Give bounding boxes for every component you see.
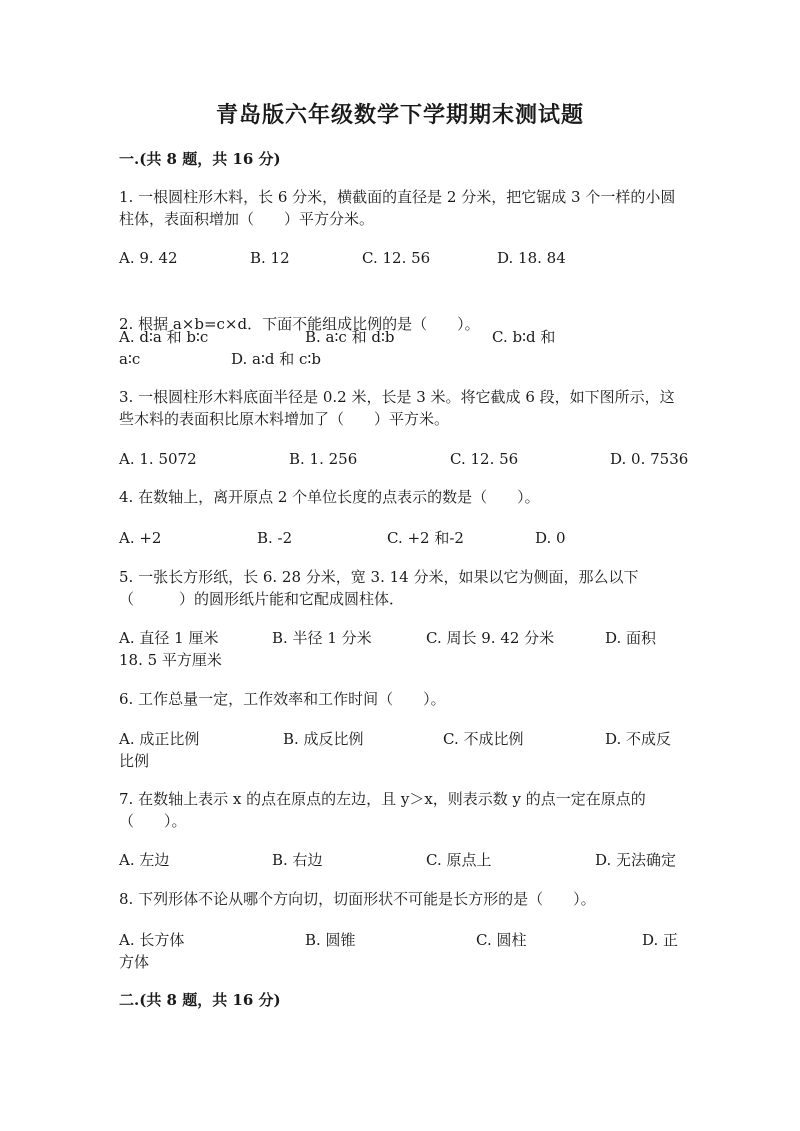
question-8-text: 8. 下列形体不论从哪个方向切，切面形状不可能是长方形的是（ ）。 bbox=[119, 890, 596, 908]
q3-option-c: C. 12. 56 bbox=[450, 450, 519, 468]
question-5-text: 5. 一张长方形纸，长 6. 28 分米，宽 3. 14 分米，如果以它为侧面，那么以下（ ）的圆形纸片能和它配成圆柱体． bbox=[119, 568, 639, 608]
q6-option-d: D. 不成反 bbox=[605, 730, 672, 748]
question-6-options bbox=[119, 728, 684, 750]
question-2-options-line2 bbox=[119, 348, 684, 370]
q5-option-d: D. 面积 bbox=[605, 629, 657, 647]
question-6-text: 6. 工作总量一定，工作效率和工作时间（ ）。 bbox=[119, 690, 446, 708]
q4-option-c: C. +2 和-2 bbox=[387, 529, 464, 547]
q4-option-d: D. 0 bbox=[535, 529, 566, 547]
q8-option-b: B. 圆锥 bbox=[305, 931, 356, 949]
q1-option-c: C. 12. 56 bbox=[362, 249, 431, 267]
q2-option-c-continued: a∶c bbox=[119, 350, 141, 368]
question-4-text: 4. 在数轴上，离开原点 2 个单位长度的点表示的数是（ ）。 bbox=[119, 488, 540, 506]
q6-option-d-continued: 比例 bbox=[119, 752, 150, 770]
q4-option-b: B. -2 bbox=[257, 529, 293, 547]
question-2-text: 2. 根据 a×b=c×d．下面不能组成比例的是（ ）。 bbox=[119, 315, 480, 333]
q8-option-c: C. 圆柱 bbox=[476, 931, 527, 949]
question-1-text: 1. 一根圆柱形木料，长 6 分米，横截面的直径是 2 分米，把它锯成 3 个一样的小圆柱体，表面积增加（ ）平方分米。 bbox=[119, 188, 676, 228]
q6-option-c: C. 不成比例 bbox=[443, 730, 524, 748]
q7-option-b: B. 右边 bbox=[272, 851, 323, 869]
q6-option-b: B. 成反比例 bbox=[283, 730, 364, 748]
q8-option-a: A. 长方体 bbox=[119, 931, 185, 949]
q5-option-a: A. 直径 1 厘米 bbox=[119, 629, 219, 647]
q8-option-d-continued: 方体 bbox=[119, 953, 150, 971]
q7-option-a: A. 左边 bbox=[119, 851, 170, 869]
q1-option-d: D. 18. 84 bbox=[497, 249, 566, 267]
q3-option-d: D. 0. 7536 bbox=[610, 450, 689, 468]
page-title: 青岛版六年级数学下学期期末测试题 bbox=[215, 102, 584, 128]
q4-option-a: A. +2 bbox=[119, 529, 162, 547]
question-7-options bbox=[119, 849, 684, 871]
q2-option-b: B. a∶c 和 d∶b bbox=[305, 328, 395, 346]
question-2-options bbox=[119, 326, 684, 348]
q2-option-d: D. a∶d 和 c∶b bbox=[231, 350, 321, 368]
question-4-options bbox=[119, 527, 684, 549]
q3-option-a: A. 1. 5072 bbox=[119, 450, 197, 468]
q1-option-b: B. 12 bbox=[250, 249, 290, 267]
section-heading-2: 二.(共 8 题，共 16 分) bbox=[119, 991, 281, 1009]
q7-option-c: C. 原点上 bbox=[426, 851, 492, 869]
q2-option-c: C. b∶d 和 bbox=[492, 328, 556, 346]
q5-option-d-continued: 18. 5 平方厘米 bbox=[119, 651, 222, 669]
q8-option-d: D. 正 bbox=[642, 931, 679, 949]
question-3-options bbox=[119, 448, 689, 470]
q2-option-a: A. d∶a 和 b∶c bbox=[119, 328, 209, 346]
q5-option-b: B. 半径 1 分米 bbox=[272, 629, 372, 647]
question-5-options bbox=[119, 627, 684, 649]
question-8-options bbox=[119, 929, 684, 951]
question-3-text: 3. 一根圆柱形木料底面半径是 0.2 米，长是 3 米。将它截成 6 段，如下图所示，这些木料的表面积比原木料增加了（ ）平方米。 bbox=[119, 388, 675, 428]
q3-option-b: B. 1. 256 bbox=[289, 450, 358, 468]
section-heading-1: 一.(共 8 题，共 16 分) bbox=[119, 150, 281, 168]
q7-option-d: D. 无法确定 bbox=[595, 851, 677, 869]
q1-option-a: A. 9. 42 bbox=[119, 249, 178, 267]
q6-option-a: A. 成正比例 bbox=[119, 730, 200, 748]
q5-option-c: C. 周长 9. 42 分米 bbox=[426, 629, 555, 647]
question-1-options bbox=[119, 247, 684, 269]
question-7-text: 7. 在数轴上表示 x 的点在原点的左边，且 y＞x，则表示数 y 的点一定在原点的（ ）。 bbox=[119, 790, 646, 830]
